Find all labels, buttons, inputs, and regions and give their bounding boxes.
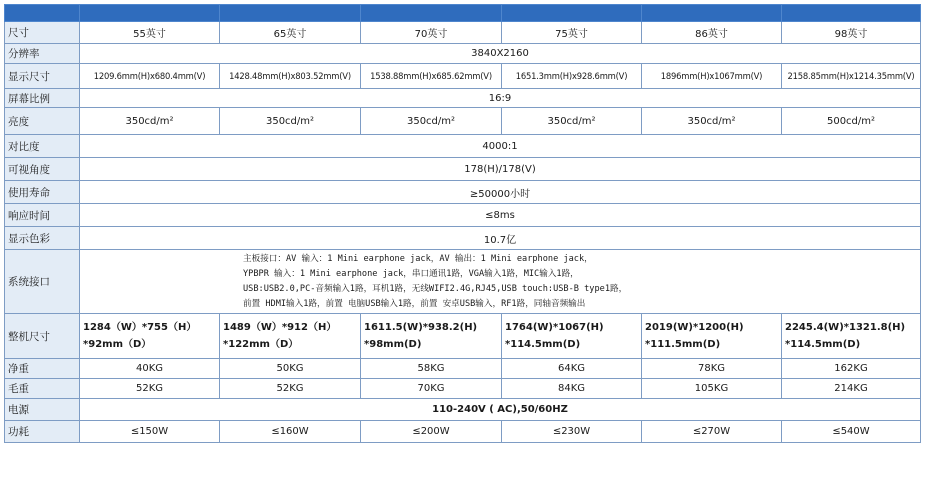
dimensions-86 xyxy=(642,314,782,359)
label-display-size: 显示尺寸 xyxy=(5,64,80,89)
dimensions-line: 2245.4(W)*1321.8(H) xyxy=(785,322,906,333)
label-consumption: 功耗 xyxy=(5,421,80,443)
consumption-65: ≤160W xyxy=(220,421,361,443)
label-brightness: 亮度 xyxy=(5,108,80,135)
row-net-weight xyxy=(5,359,921,379)
display-size-86: 1896mm(H)x1067mm(V) xyxy=(642,64,782,89)
header-bar-row xyxy=(5,5,921,22)
label-colors: 显示色彩 xyxy=(5,227,80,250)
size-86: 86英寸 xyxy=(642,22,782,44)
dimensions-75 xyxy=(502,314,642,359)
header-bar-cell xyxy=(642,5,782,22)
label-net-weight: 净重 xyxy=(5,359,80,379)
interface-line: 前置 HDMI输入1路，前置 电脑USB输入1路，前置 安卓USB输入，RF1路，同轴音频输出 xyxy=(243,298,586,309)
dimensions-line: 2019(W)*1200(H) xyxy=(645,322,744,333)
brightness-65: 350cd/m² xyxy=(220,108,361,135)
interface-line: 主板接口：AV 输入：1 Mini earphone jack，AV 输出：1 Mini earphone jack， xyxy=(243,253,593,264)
contrast-value: 4000:1 xyxy=(80,135,921,158)
row-lifespan xyxy=(5,181,921,204)
dimensions-line: *98mm(D) xyxy=(364,339,422,350)
brightness-86: 350cd/m² xyxy=(642,108,782,135)
row-colors xyxy=(5,227,921,250)
brightness-75: 350cd/m² xyxy=(502,108,642,135)
header-bar-cell xyxy=(502,5,642,22)
row-response xyxy=(5,204,921,227)
consumption-75: ≤230W xyxy=(502,421,642,443)
label-gross-weight: 毛重 xyxy=(5,379,80,399)
row-gross-weight xyxy=(5,379,921,399)
size-75: 75英寸 xyxy=(502,22,642,44)
header-bar-cell xyxy=(782,5,921,22)
interfaces-value xyxy=(80,250,921,314)
dimensions-line: *114.5mm(D) xyxy=(505,339,581,350)
gross-weight-65: 52KG xyxy=(220,379,361,399)
label-ratio: 屏幕比例 xyxy=(5,89,80,108)
row-size xyxy=(5,22,921,44)
label-interfaces: 系统接口 xyxy=(5,250,80,314)
ratio-value: 16:9 xyxy=(80,89,921,108)
interface-line: USB:USB2.0,PC-音频输入1路，耳机1路，无线WIFI2.4G,RJ45,USB touch:USB-B type1路， xyxy=(243,283,628,294)
dimensions-line: *111.5mm(D) xyxy=(645,339,721,350)
net-weight-98: 162KG xyxy=(782,359,921,379)
size-70: 70英寸 xyxy=(361,22,502,44)
display-size-75: 1651.3mm(H)x928.6mm(V) xyxy=(502,64,642,89)
net-weight-86: 78KG xyxy=(642,359,782,379)
dimensions-70 xyxy=(361,314,502,359)
row-dimensions xyxy=(5,314,921,359)
dimensions-65 xyxy=(220,314,361,359)
label-viewing-angle: 可视角度 xyxy=(5,158,80,181)
net-weight-65: 50KG xyxy=(220,359,361,379)
row-consumption xyxy=(5,421,921,443)
gross-weight-70: 70KG xyxy=(361,379,502,399)
row-viewing-angle xyxy=(5,158,921,181)
label-lifespan: 使用寿命 xyxy=(5,181,80,204)
display-size-70: 1538.88mm(H)x685.62mm(V) xyxy=(361,64,502,89)
size-65: 65英寸 xyxy=(220,22,361,44)
gross-weight-75: 84KG xyxy=(502,379,642,399)
dimensions-line: 1764(W)*1067(H) xyxy=(505,322,604,333)
label-response: 响应时间 xyxy=(5,204,80,227)
display-size-98: 2158.85mm(H)x1214.35mm(V) xyxy=(782,64,921,89)
gross-weight-98: 214KG xyxy=(782,379,921,399)
resolution-value: 3840X2160 xyxy=(80,44,921,64)
header-bar-cell xyxy=(361,5,502,22)
label-size: 尺寸 xyxy=(5,22,80,44)
row-resolution xyxy=(5,44,921,64)
label-power: 电源 xyxy=(5,399,80,421)
viewing-angle-value: 178(H)/178(V) xyxy=(80,158,921,181)
interface-line: YPBPR 输入：1 Mini earphone jack，串口通讯1路，VGA输入1路，MIC输入1路， xyxy=(243,268,579,279)
net-weight-55: 40KG xyxy=(80,359,220,379)
consumption-55: ≤150W xyxy=(80,421,220,443)
dimensions-55 xyxy=(80,314,220,359)
label-dimensions: 整机尺寸 xyxy=(5,314,80,359)
gross-weight-86: 105KG xyxy=(642,379,782,399)
dimensions-line: 1611.5(W)*938.2(H) xyxy=(364,322,478,333)
dimensions-line: 1489（W）*912（H） xyxy=(223,322,337,333)
size-55: 55英寸 xyxy=(80,22,220,44)
label-resolution: 分辨率 xyxy=(5,44,80,64)
net-weight-75: 64KG xyxy=(502,359,642,379)
row-power xyxy=(5,399,921,421)
net-weight-70: 58KG xyxy=(361,359,502,379)
dimensions-98 xyxy=(782,314,921,359)
brightness-98: 500cd/m² xyxy=(782,108,921,135)
dimensions-line: *92mm（D） xyxy=(83,339,152,350)
header-bar-cell xyxy=(80,5,220,22)
gross-weight-55: 52KG xyxy=(80,379,220,399)
consumption-86: ≤270W xyxy=(642,421,782,443)
dimensions-line: 1284（W）*755（H） xyxy=(83,322,197,333)
spec-table xyxy=(4,4,921,443)
consumption-98: ≤540W xyxy=(782,421,921,443)
header-bar-cell xyxy=(5,5,80,22)
brightness-55: 350cd/m² xyxy=(80,108,220,135)
lifespan-value: ≥50000小时 xyxy=(80,181,921,204)
row-contrast xyxy=(5,135,921,158)
dimensions-line: *122mm（D） xyxy=(223,339,299,350)
label-contrast: 对比度 xyxy=(5,135,80,158)
brightness-70: 350cd/m² xyxy=(361,108,502,135)
display-size-65: 1428.48mm(H)x803.52mm(V) xyxy=(220,64,361,89)
row-brightness xyxy=(5,108,921,135)
colors-value: 10.7亿 xyxy=(80,227,921,250)
row-display-size xyxy=(5,64,921,89)
row-interfaces xyxy=(5,250,921,314)
display-size-55: 1209.6mm(H)x680.4mm(V) xyxy=(80,64,220,89)
header-bar-cell xyxy=(220,5,361,22)
consumption-70: ≤200W xyxy=(361,421,502,443)
power-value: 110-240V ( AC),50/60HZ xyxy=(80,399,921,421)
row-ratio xyxy=(5,89,921,108)
response-value: ≤8ms xyxy=(80,204,921,227)
size-98: 98英寸 xyxy=(782,22,921,44)
dimensions-line: *114.5mm(D) xyxy=(785,339,861,350)
